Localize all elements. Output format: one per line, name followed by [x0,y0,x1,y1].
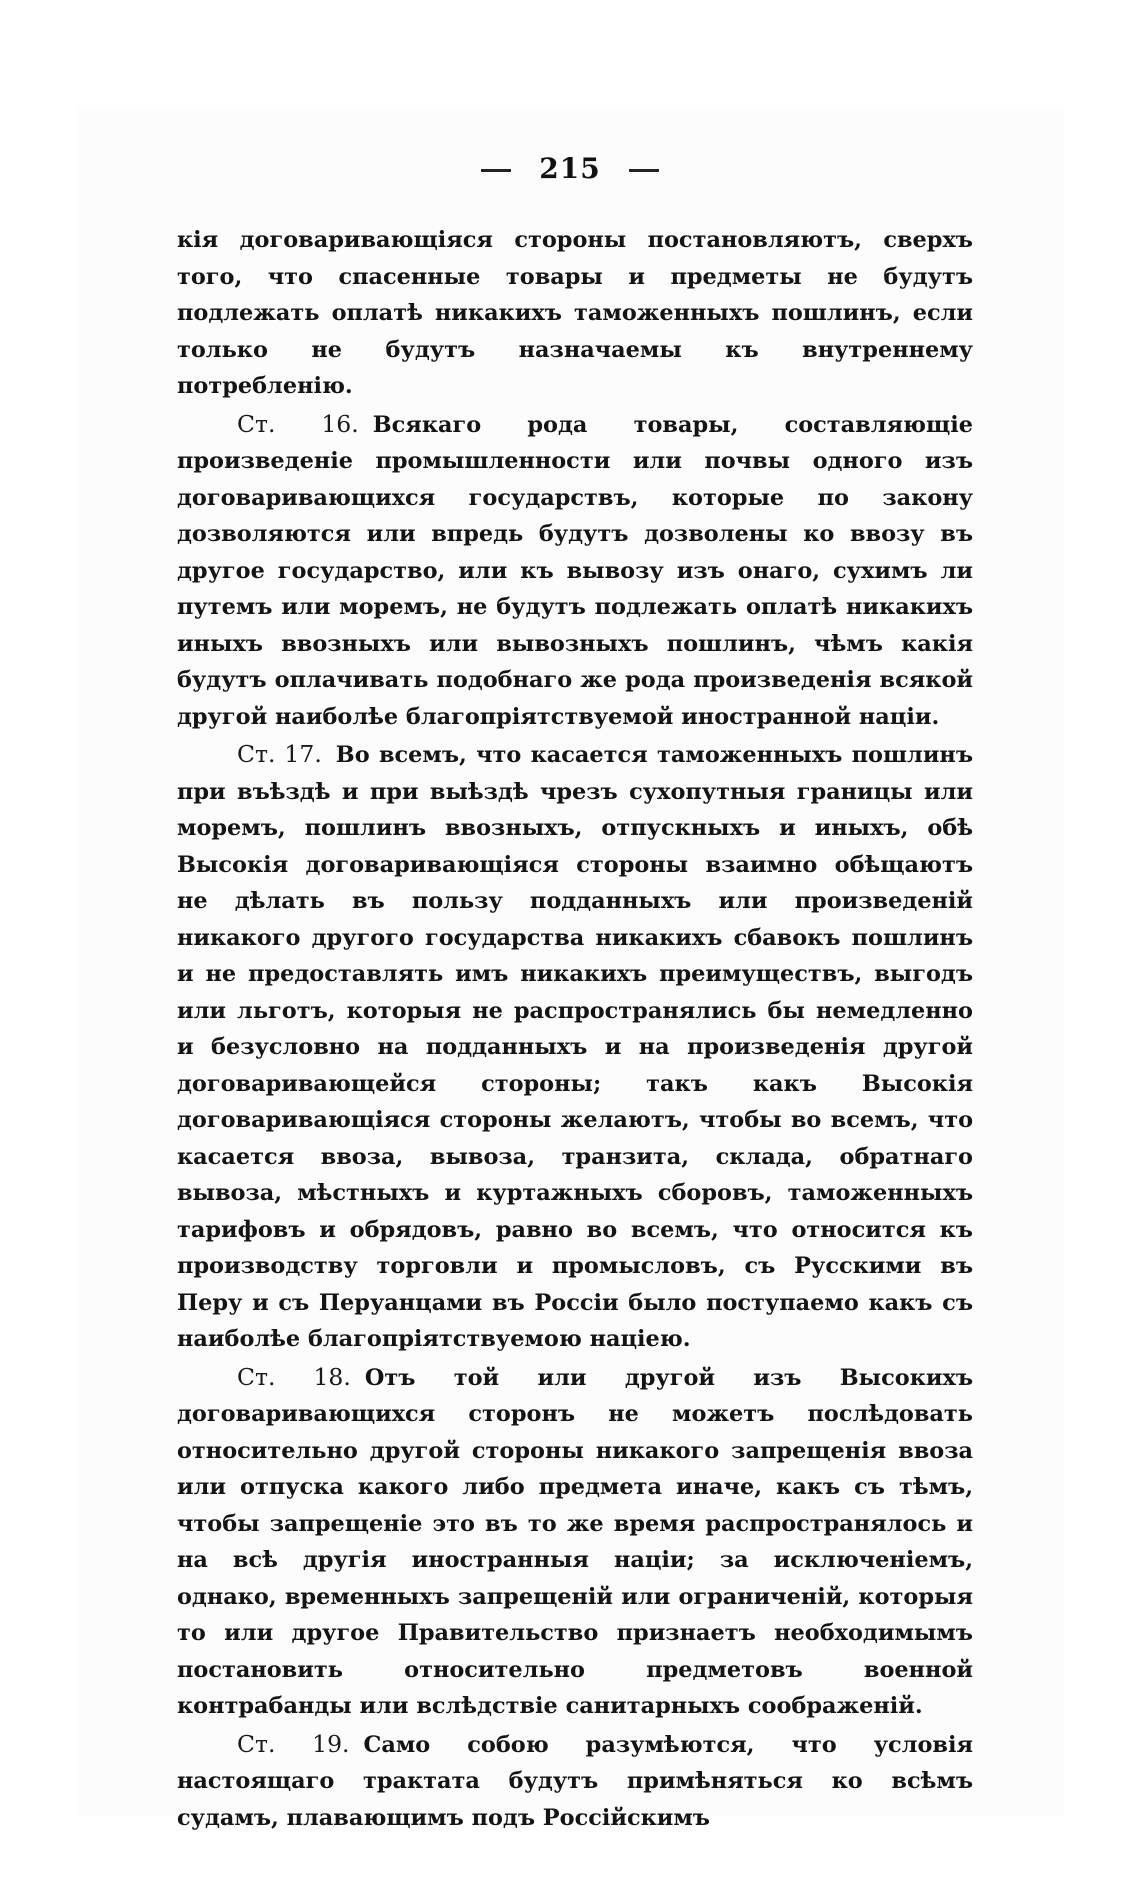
paragraph-continuation [177,222,973,405]
article-17 [177,736,973,1358]
header-dash-left [481,169,511,172]
article-number: Ст. 18. [237,1362,351,1391]
page-header [0,152,1140,185]
article-text: Всякаго рода товары, составляющіе произведеніе промышленности или почвы одного изъ договаривающихся государствъ, которые по закону дозволяются или впредь будутъ дозволены ко ввозу въ другое государство, или къ вывозу изъ онаго, сухимъ ли путемъ или моремъ, не будутъ подлежать оплатѣ никакихъ иныхъ ввозныхъ или вывозныхъ пошлинъ, чѣмъ какія будутъ оплачивать подобнаго же рода произведенія всякой другой наиболѣе благопріятствуемой иностранной націи. [177,411,973,730]
article-number: Ст. 19. [237,1729,350,1758]
document-body [177,222,973,1837]
header-dash-right [629,169,659,172]
article-text: Само собою разумѣются, что условія настоящаго трактата будутъ примѣняться ко всѣмъ судамъ, плавающимъ подъ Россійскимъ [177,1731,974,1831]
article-text: Во всемъ, что касается таможенныхъ пошлинъ при въѣздѣ и при выѣздѣ чрезъ сухопутныя границы или моремъ, пошлинъ ввозныхъ, отпускныхъ и иныхъ, обѣ Высокія договаривающіяся стороны взаимно обѣщаютъ не дѣлать въ пользу подданныхъ или произведеній никакого другого государства никакихъ сбавокъ пошлинъ и не предоставлять имъ никакихъ преимуществъ, выгодъ или льготъ, которыя не распространялись бы немедленно и безусловно на подданныхъ и на произведенія другой договаривающейся стороны; такъ какъ Высокія договаривающіяся стороны желаютъ, чтобы во всемъ, что касается ввоза, вывоза, транзита, склада, обратнаго вывоза, мѣстныхъ и куртажныхъ сборовъ, таможенныхъ тарифовъ и обрядовъ, равно во всемъ, что относится къ производству торговли и промысловъ, съ Русскими въ Перу и съ Перуанцами въ Россіи было поступаемо какъ съ наиболѣе благопріятствуемою націею. [177,742,973,1352]
article-19 [177,1726,973,1837]
article-16 [177,406,973,736]
paragraph-text: кія договаривающіяся стороны постановляютъ, сверхъ того, что спасенные товары и предметы не будутъ подлежать оплатѣ никакихъ таможенныхъ пошлинъ, если только не будутъ назначаемы къ внутреннему потребленію. [177,227,973,399]
article-text: Отъ той или другой изъ Высокихъ договаривающихся сторонъ не можетъ послѣдовать относительно другой стороны никакого запрещенія ввоза или отпуска какого либо предмета иначе, какъ съ тѣмъ, чтобы запрещеніе это въ то же время распространялось и на всѣ другія иностранныя націи; за исключеніемъ, однако, временныхъ запрещеній или ограниченій, которыя то или другое Правительство признаетъ необходимымъ постановить относительно предметовъ военной контрабанды или вслѣдствіе санитарныхъ соображеній. [177,1364,973,1719]
page-number: 215 [539,152,601,185]
article-number: Ст. 17. [237,740,322,768]
article-18 [177,1359,973,1725]
article-number: Ст. 16. [237,409,359,438]
